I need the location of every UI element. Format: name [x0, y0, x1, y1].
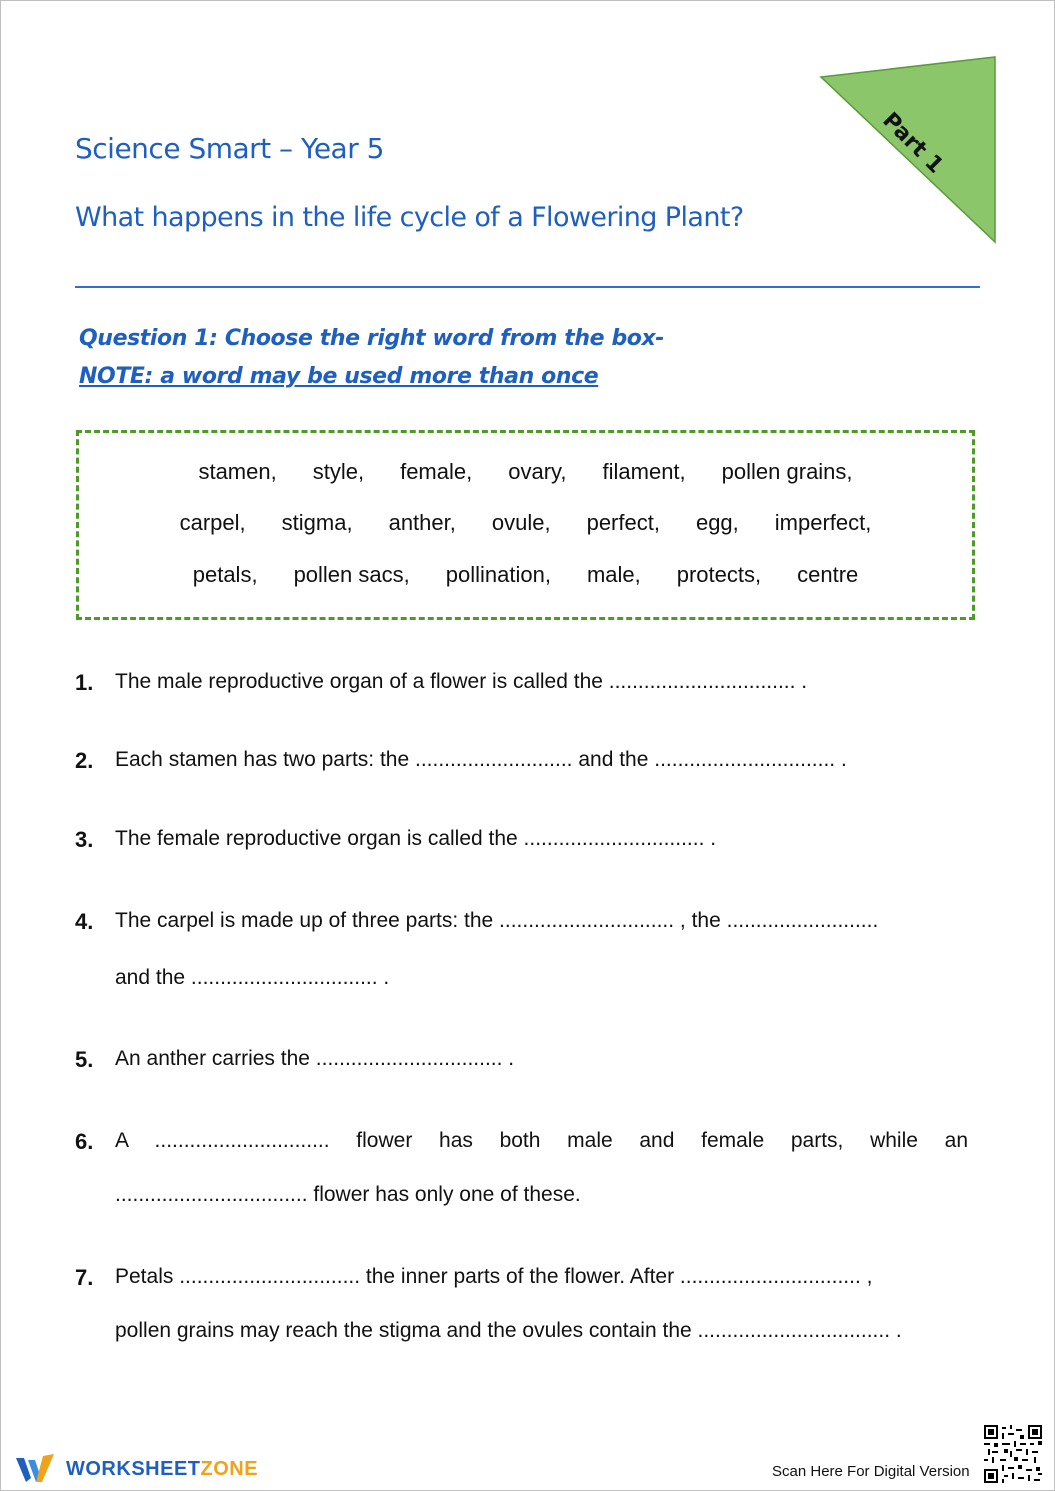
header-divider: [75, 286, 980, 288]
logo-text: [66, 1458, 258, 1481]
question-text: Each stamen has two parts: the ........................... and the ............................... .: [115, 748, 847, 771]
question-number: 4.: [75, 909, 94, 934]
question-text: The carpel is made up of three parts: the .............................. , the ..........................: [115, 909, 879, 932]
question-text: An anther carries the ................................ .: [115, 1047, 515, 1070]
question-text-continued: ................................. flower has only one of these.: [115, 1183, 581, 1206]
word-item: pollination,: [445, 562, 551, 587]
word-item: perfect,: [586, 510, 660, 535]
page-subtitle: What happens in the life cycle of a Flowering Plant?: [75, 202, 744, 233]
question-text: The male reproductive organ of a flower is called the ................................ .: [115, 670, 808, 693]
question-number: 5.: [75, 1047, 94, 1072]
question-text: Petals ............................... the inner parts of the flower. After ............................... ,: [115, 1265, 873, 1288]
question-text: A .............................. flower has both male and female parts, while an: [115, 1129, 968, 1152]
question-text-continued: pollen grains may reach the stigma and the ovules contain the ................................. .: [115, 1319, 902, 1342]
word-item: pollen sacs,: [293, 562, 410, 587]
word-item: pollen grains,: [721, 459, 853, 484]
word-item: stamen,: [198, 459, 277, 484]
word-row: [79, 459, 972, 485]
word-item: ovary,: [508, 459, 567, 484]
logo-text-worksheet: WORKSHEET: [66, 1457, 201, 1480]
word-box: [76, 430, 975, 620]
question-heading: Question 1: Choose the right word from the box-: [79, 326, 665, 351]
word-item: filament,: [602, 459, 686, 484]
question-text-continued: and the ................................ .: [115, 966, 390, 989]
word-item: male,: [586, 562, 641, 587]
page-title: Science Smart – Year 5: [75, 132, 384, 165]
question-note: NOTE: a word may be used more than once: [79, 364, 599, 389]
question-number: 3.: [75, 827, 94, 852]
word-item: ovule,: [491, 510, 551, 535]
word-item: centre: [797, 562, 859, 587]
word-item: stigma,: [281, 510, 353, 535]
word-row: [79, 562, 972, 588]
question-text: The female reproductive organ is called the ............................... .: [115, 827, 717, 850]
word-item: egg,: [695, 510, 739, 535]
question-number: 1.: [75, 670, 94, 695]
word-row: [79, 510, 972, 536]
word-item: style,: [312, 459, 365, 484]
question-number: 7.: [75, 1265, 94, 1290]
word-item: carpel,: [179, 510, 246, 535]
scan-text: Scan Here For Digital Version: [772, 1463, 970, 1480]
logo-text-zone: ZONE: [200, 1457, 259, 1480]
word-item: protects,: [676, 562, 762, 587]
worksheetzone-logo[interactable]: [14, 1452, 258, 1486]
word-item: anther,: [388, 510, 456, 535]
word-item: petals,: [192, 562, 258, 587]
question-number: 2.: [75, 748, 94, 773]
qr-code-icon[interactable]: [984, 1425, 1042, 1483]
question-heading-block: [79, 320, 664, 396]
worksheetzone-logo-icon: [14, 1452, 60, 1486]
part-label: Part 1: [877, 108, 948, 179]
word-item: imperfect,: [774, 510, 872, 535]
question-number: 6.: [75, 1129, 94, 1154]
word-item: female,: [400, 459, 473, 484]
